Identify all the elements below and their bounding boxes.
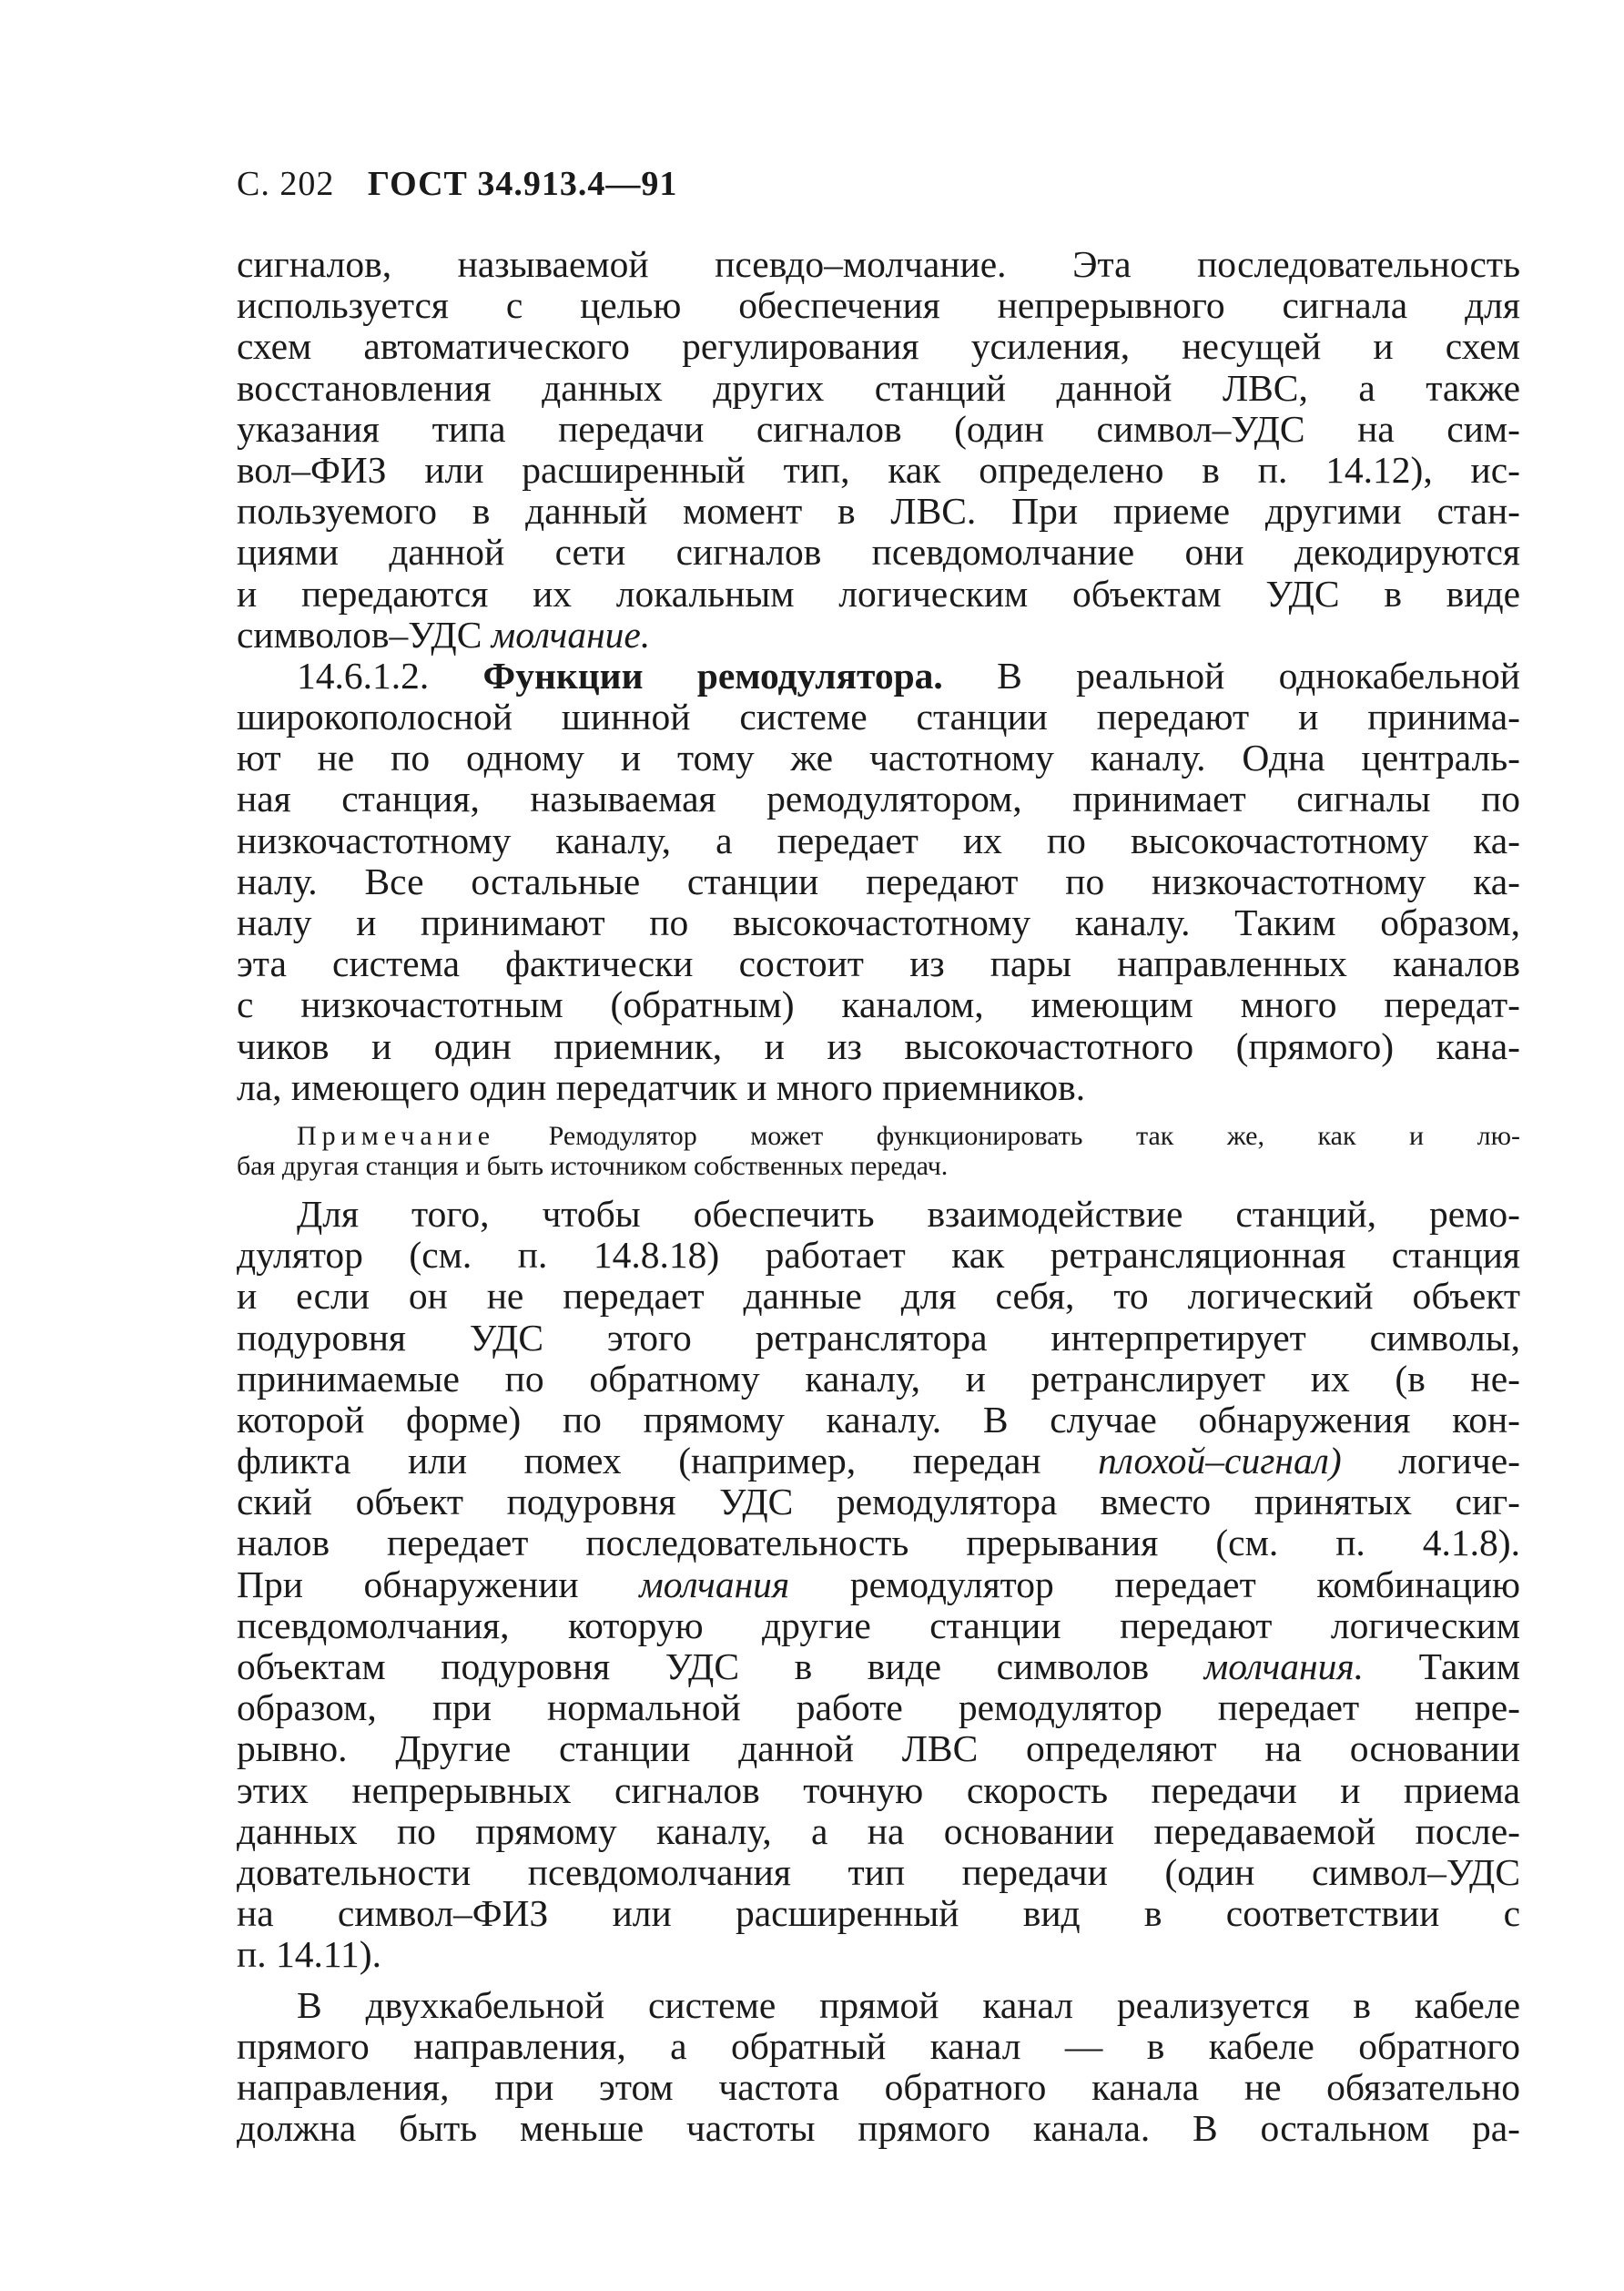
text-line: принимаемые по обратному каналу, и ретранслирует их (в не- <box>237 1358 1520 1400</box>
standard-designation: ГОСТ 34.913.4—91 <box>367 165 678 203</box>
text-line: которой форме) по прямому каналу. В случае обнаружения кон- <box>237 1399 1520 1441</box>
text-line: налу и принимают по высокочастотному каналу. Таким образом, <box>237 902 1520 943</box>
text-line: довательности псевдомолчания тип передачи (один символ–УДС <box>237 1851 1520 1893</box>
paragraph-gap <box>237 1976 1520 1985</box>
text-line: низкочастотному каналу, а передает их по высокочастотному ка- <box>237 820 1520 861</box>
text-line: циями данной сети сигналов псевдомолчание они декодируются <box>237 532 1520 574</box>
section-number: 14.6.1.2. <box>297 655 483 697</box>
text-line: В двухкабельной системе прямой канал реализуется в кабеле <box>297 1984 1520 2026</box>
text-line: пользуемого в данный момент в ЛВС. При приеме другими стан- <box>237 491 1520 533</box>
italic-term: плохой–сигнал) <box>1098 1441 1342 1482</box>
text-line <box>237 1646 1520 1687</box>
text-line: ла, имеющего один передатчик и много приемников. <box>237 1066 1086 1108</box>
italic-term: молчания. <box>1203 1646 1365 1687</box>
text-run: объектам подуровня УДС в виде символов <box>237 1646 1204 1687</box>
text-line: псевдомолчания, которую другие станции передают логическим <box>237 1604 1520 1646</box>
text-line: эта система фактически состоит из пары направленных каналов <box>237 943 1520 985</box>
text-run: Ремодулятор может функционировать так же, как и лю- <box>495 1120 1520 1151</box>
text-line: дулятор (см. п. 14.8.18) работает как ретрансляционная станция <box>237 1235 1520 1277</box>
text-line: используется с целью обеспечения непрерывного сигнала для <box>237 285 1520 327</box>
page-number: С. 202 <box>237 165 335 203</box>
text-run: логиче- <box>1341 1441 1520 1482</box>
text-line: сигналов, называемой псевдо–молчание. Эта последовательность <box>237 244 1520 285</box>
text-line <box>237 1564 1520 1605</box>
text-run: В реальной однокабельной <box>942 655 1520 697</box>
section-title: Функции ремодулятора. <box>482 655 943 697</box>
text-line: с низкочастотным (обратным) каналом, имеющим много передат- <box>237 984 1520 1026</box>
text-line: должна быть меньше частоты прямого канала. В остальном ра- <box>237 2108 1520 2150</box>
document-page <box>237 164 1520 2149</box>
text-line: ют не по одному и тому же частотному каналу. Одна централь- <box>237 738 1520 779</box>
text-line: вол–ФИЗ или расширенный тип, как определено в п. 14.12), ис- <box>237 449 1520 491</box>
text-line: этих непрерывных сигналов точную скорость передачи и приема <box>237 1769 1520 1811</box>
text-line: образом, при нормальной работе ремодулятор передает непре- <box>237 1687 1520 1729</box>
text-line: налов передает последовательность прерывания (см. п. 4.1.8). <box>237 1522 1520 1564</box>
text-line: восстановления данных других станций данной ЛВС, а также <box>237 367 1520 409</box>
text-line: ский объект подуровня УДС ремодулятора вместо принятых сиг- <box>237 1482 1520 1523</box>
text-run: ремодулятор передает комбинацию <box>789 1563 1520 1605</box>
text-line: Для того, чтобы обеспечить взаимодействие станций, ремо- <box>297 1193 1520 1235</box>
text-line: указания типа передачи сигналов (один символ–УДС на сим- <box>237 408 1520 450</box>
text-line: чиков и один приемник, и из высокочастотного (прямого) кана- <box>237 1025 1520 1067</box>
page-header <box>237 164 1520 204</box>
text-line: данных по прямому каналу, а на основании передаваемой после- <box>237 1810 1520 1852</box>
italic-term: молчание. <box>491 614 651 656</box>
section-heading-line <box>237 656 1520 697</box>
text-line <box>237 615 1520 656</box>
text-line: п. 14.11). <box>237 1934 381 1976</box>
text-run: При обнаружении <box>237 1563 640 1605</box>
body-text-2 <box>237 1194 1520 2149</box>
note-label: Примечание <box>297 1120 496 1151</box>
text-line: налу. Все остальные станции передают по низкочастотному ка- <box>237 860 1520 902</box>
text-run: фликта или помех (например, передан <box>237 1441 1099 1482</box>
italic-term: молчания <box>639 1563 790 1605</box>
text-line: рывно. Другие станции данной ЛВС определяют на основании <box>237 1728 1520 1770</box>
text-line: схем автоматического регулирования усиления, несущей и схем <box>237 326 1520 368</box>
text-line: и если он не передает данные для себя, то логический объект <box>237 1276 1520 1318</box>
text-line: широкополосной шинной системе станции передают и принима- <box>237 697 1520 738</box>
text-line: ная станция, называемая ремодулятором, принимает сигналы по <box>237 779 1520 820</box>
body-text <box>237 244 1520 1108</box>
text-line: подуровня УДС этого ретранслятора интерпретирует символы, <box>237 1317 1520 1359</box>
text-line: прямого направления, а обратный канал — в кабеле обратного <box>237 2025 1520 2067</box>
text-line: направления, при этом частота обратного канала не обязательно <box>237 2066 1520 2108</box>
text-line <box>237 1441 1520 1482</box>
text-line: и передаются их локальным логическим объектам УДС в виде <box>237 573 1520 615</box>
note-line <box>237 1121 1520 1151</box>
note-line: бая другая станция и быть источником собственных передач. <box>237 1150 949 1181</box>
text-run: символов–УДС <box>237 614 492 656</box>
text-run: Таким <box>1364 1646 1520 1687</box>
note-block <box>237 1121 1520 1181</box>
text-line: на символ–ФИЗ или расширенный вид в соответствии с <box>237 1893 1520 1935</box>
